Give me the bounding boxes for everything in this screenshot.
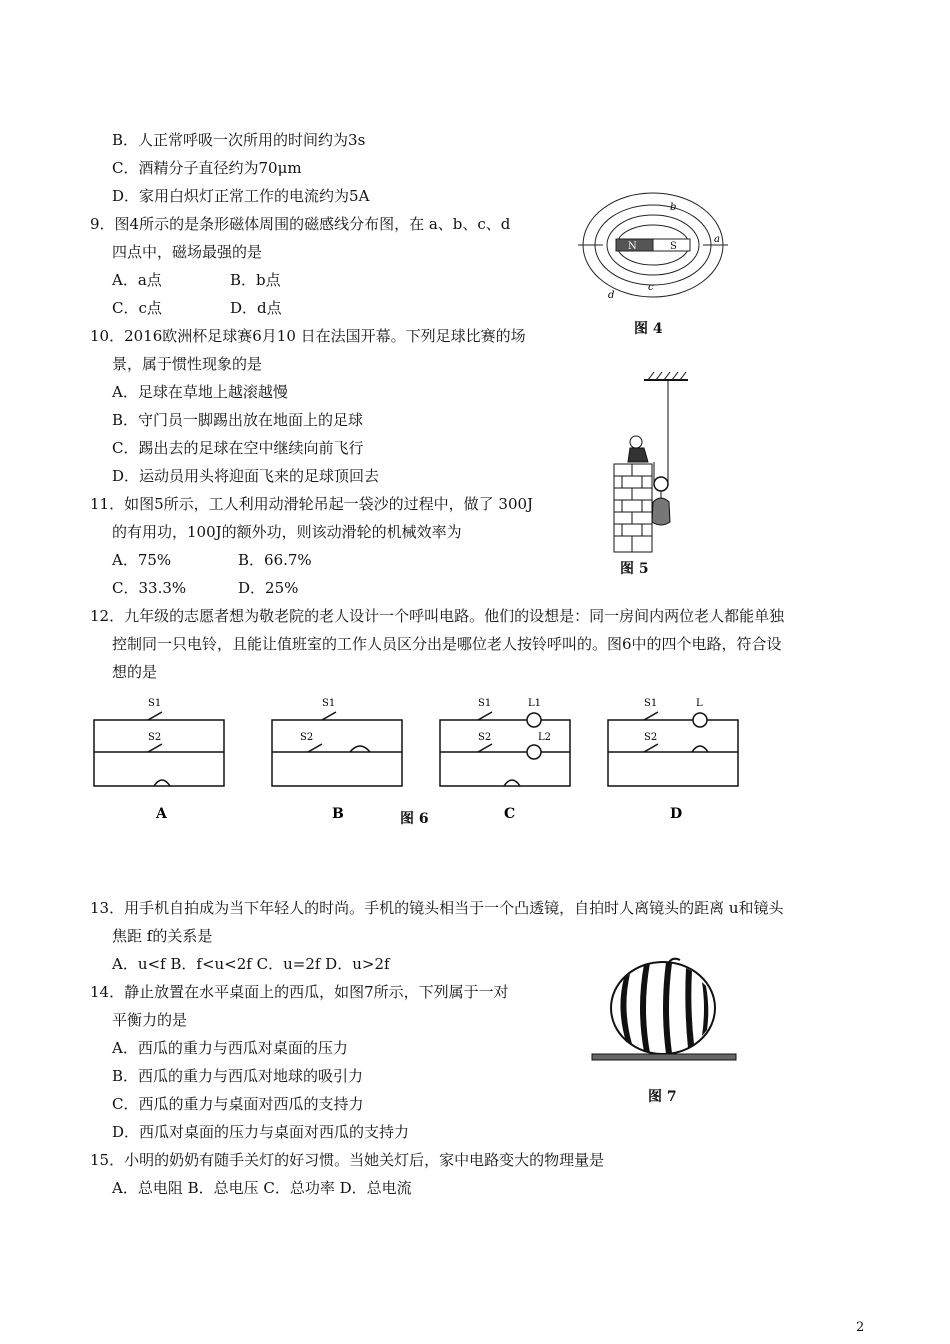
q11-stem-line1: 11．如图5所示，工人利用动滑轮吊起一袋沙的过程中，做了 300J [90,495,534,513]
q14-option-a: A．西瓜的重力与西瓜对桌面的压力 [112,1039,348,1057]
q10-stem-line2: 景，属于惯性现象的是 [112,355,263,373]
label-s1-b: S1 [322,698,336,709]
q9-option-d: D．d点 [230,299,282,317]
label-s2-b: S2 [300,732,314,743]
circuit-c [440,712,570,786]
label-s1-a: S1 [148,698,162,709]
q8-option-c: C．酒精分子直径约为70μm [112,159,302,177]
q13-stem-line2: 焦距 f的关系是 [112,927,213,945]
q12-stem-line2: 控制同一只电铃，且能让值班室的工作人员区分出是哪位老人按铃呼叫的。图6中的四个电路，符合设 [112,635,782,653]
figure-4-bar-magnet [578,190,728,305]
magnet-label-s: S [670,241,677,252]
circuit-label-b: B [332,806,344,822]
q9-stem-line1: 9．图4所示的是条形磁体周围的磁感线分布图，在 a、b、c、d [90,215,511,233]
figure-7-watermelon [588,956,738,1066]
q14-option-b: B．西瓜的重力与西瓜对地球的吸引力 [112,1067,364,1085]
q10-option-d: D．运动员用头将迎面飞来的足球顶回去 [112,467,380,485]
figure-6-caption: 图 6 [400,811,429,827]
brick-wall [614,464,652,552]
label-s1-c: S1 [478,698,492,709]
point-label-d: d [608,290,615,301]
q10-option-c: C．踢出去的足球在空中继续向前飞行 [112,439,364,457]
q9-option-a: A．a点 [112,271,162,289]
q10-option-b: B．守门员一脚踢出放在地面上的足球 [112,411,364,429]
q14-stem-line2: 平衡力的是 [112,1011,188,1029]
circuit-label-c: C [504,806,516,822]
figure-4-caption: 图 4 [634,321,663,337]
figure-5-caption: 图 5 [620,561,649,577]
pulley-wheel [654,477,668,491]
label-s2-a: S2 [148,732,162,743]
q11-stem-line2: 的有用功，100J的额外功，则该动滑轮的机械效率为 [112,523,462,541]
q10-stem-line1: 10．2016欧洲杯足球赛6月10 日在法国开幕。下列足球比赛的场 [90,327,526,345]
q11-option-a: A．75% [112,551,172,569]
worker-head [630,436,642,448]
q12-stem-line1: 12．九年级的志愿者想为敬老院的老人设计一个呼叫电路。他们的设想是：同一房间内两位老人都能单独 [90,607,785,625]
circuit-b [272,712,402,786]
q15-options: A．总电阻 B．总电压 C．总功率 D．总电流 [112,1179,412,1197]
q15-stem: 15．小明的奶奶有随手关灯的好习惯。当她关灯后，家中电路变大的物理量是 [90,1151,605,1169]
sand-bag [652,498,670,525]
table-surface [592,1054,736,1060]
point-label-a: a [714,234,720,245]
label-l-d: L [696,698,703,709]
q14-option-d: D．西瓜对桌面的压力与桌面对西瓜的支持力 [112,1123,410,1141]
q14-stem-line1: 14．静止放置在水平桌面上的西瓜，如图7所示，下列属于一对 [90,983,509,1001]
circuit-d [608,712,738,786]
label-s2-d: S2 [644,732,658,743]
q11-option-d: D．25% [238,579,299,597]
q13-stem-line1: 13．用手机自拍成为当下年轻人的时尚。手机的镜头相当于一个凸透镜，自拍时人离镜头的距离 u和镜头 [90,899,784,917]
point-label-c: c [648,282,654,293]
magnet-label-n: N [628,241,637,252]
circuit-a [94,712,224,786]
q14-option-c: C．西瓜的重力与桌面对西瓜的支持力 [112,1095,364,1113]
q10-option-a: A．足球在草地上越滚越慢 [112,383,288,401]
circuit-label-a: A [156,806,167,822]
circuit-label-d: D [670,806,683,822]
point-label-b: b [670,202,677,213]
q8-option-d: D．家用白炽灯正常工作的电流约为5A [112,187,370,205]
page-number: 2 [856,1320,865,1335]
q8-option-b: B．人正常呼吸一次所用的时间约为3s [112,131,366,149]
q9-option-b: B．b点 [230,271,281,289]
label-l1-c: L1 [528,698,542,709]
q12-stem-line3: 想的是 [112,663,158,681]
figure-7-caption: 图 7 [648,1089,677,1105]
q11-option-b: B．66.7% [238,551,312,569]
worker-body [628,448,648,462]
figure-5-pulley [608,372,688,554]
label-s1-d: S1 [644,698,658,709]
q9-stem-line2: 四点中，磁场最强的是 [112,243,263,261]
label-l2-c: L2 [538,732,552,743]
q9-option-c: C．c点 [112,299,162,317]
q13-options: A．u<f B．f<u<2f C．u=2f D．u>2f [112,955,390,973]
q11-option-c: C．33.3% [112,579,187,597]
label-s2-c: S2 [478,732,492,743]
